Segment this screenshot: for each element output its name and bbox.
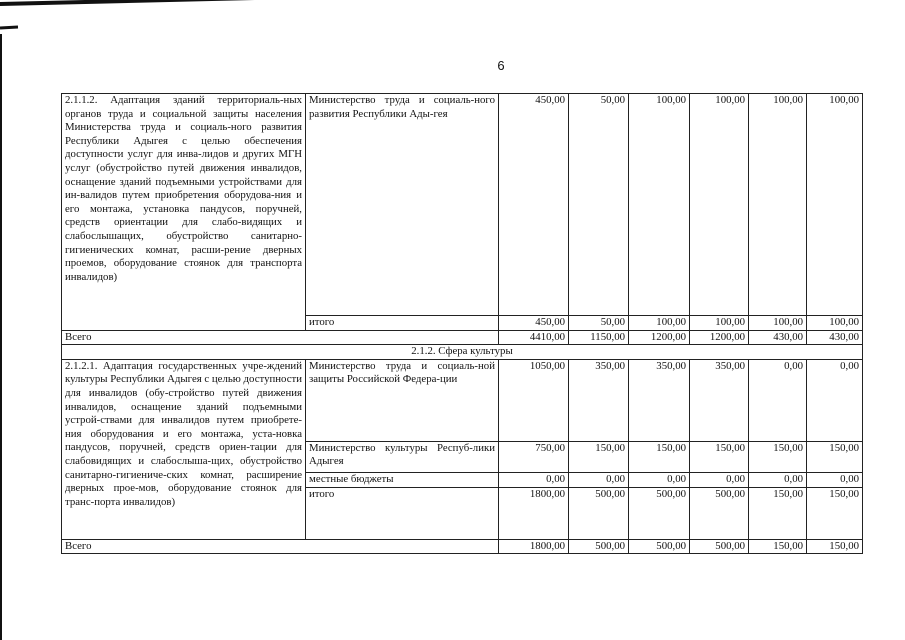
value-cell: 350,00 [569,359,629,441]
value-cell: 430,00 [749,330,807,345]
value-cell: 0,00 [569,472,629,487]
scan-border-corner [0,26,18,30]
executor-cell: Министерство культуры Респуб-лики Адыгея [306,441,499,472]
value-cell: 50,00 [569,316,629,331]
table-row [62,330,863,345]
value-cell: 100,00 [807,316,863,331]
value-cell: 150,00 [807,487,863,539]
table-row [62,539,863,554]
value-cell: 150,00 [569,441,629,472]
table-row [62,359,863,441]
total-label: Всего [62,539,499,554]
value-cell: 100,00 [690,316,749,331]
scan-border-left [0,34,2,640]
value-cell: 500,00 [629,487,690,539]
value-cell: 4410,00 [499,330,569,345]
page-number: 6 [497,58,505,73]
value-cell: 0,00 [499,472,569,487]
value-cell: 500,00 [629,539,690,554]
value-cell: 150,00 [749,441,807,472]
table-row [62,345,863,360]
executor-cell: Министерство труда и социаль-ного развития Республики Ады-гея [306,94,499,316]
value-cell: 1800,00 [499,487,569,539]
value-cell: 100,00 [629,316,690,331]
measure-description: 2.1.2.1. Адаптация государственных учре-ждений культуры Республики Адыгея с целью доступности для инвалидов (обу-стройство путей движения инвалидов, оснащение зданий подъемными устрой-ствами для инвалидов путем приобрете-ния оборудования и его монтажа, уста-новка пандусов, поручней, средств ориен-тации для слабовидящих и слабослыша-щих, обустройство санитарно-гигиениче-ских комнат, расширение дверных прое-мов, оборудование стоянок для транс-порта инвалидов) [62,359,306,539]
value-cell: 500,00 [569,539,629,554]
value-cell: 350,00 [629,359,690,441]
value-cell: 1050,00 [499,359,569,441]
value-cell: 430,00 [807,330,863,345]
value-cell: 0,00 [807,472,863,487]
value-cell: 1200,00 [629,330,690,345]
value-cell: 500,00 [569,487,629,539]
itogo-label: итого [306,316,499,331]
table-row [62,94,863,316]
value-cell: 500,00 [690,487,749,539]
value-cell: 350,00 [690,359,749,441]
value-cell: 150,00 [629,441,690,472]
itogo-label: итого [306,487,499,539]
value-cell: 0,00 [749,359,807,441]
value-cell: 50,00 [569,94,629,316]
value-cell: 0,00 [690,472,749,487]
measure-description: 2.1.1.2. Адаптация зданий территориаль-ных органов труда и социальной защиты населения Министерства труда и социаль-ного развития Республики Адыгея с целью обеспечения доступности услуг для инва-лидов и других МГН услуг (обустройство путей движения инвалидов, оснащение зданий подъемными устройствами для ин-валидов путем приобретения оборудова-ния и его монтажа, установка пандусов, поручней, средств ориентации для слабо-видящих и слабослышащих, обустройство санитарно-гигиенических комнат, расши-рение дверных проемов, оборудование стоянок для транспорта инвалидов) [62,94,306,331]
value-cell: 0,00 [807,359,863,441]
value-cell: 150,00 [690,441,749,472]
value-cell: 150,00 [749,539,807,554]
value-cell: 100,00 [807,94,863,316]
value-cell: 100,00 [690,94,749,316]
value-cell: 1150,00 [569,330,629,345]
value-cell: 450,00 [499,316,569,331]
budget-table [61,93,863,554]
executor-cell: Министерство труда и социаль-ной защиты Российской Федера-ции [306,359,499,441]
value-cell: 0,00 [629,472,690,487]
value-cell: 100,00 [629,94,690,316]
value-cell: 150,00 [807,539,863,554]
value-cell: 150,00 [807,441,863,472]
total-label: Всего [62,330,499,345]
value-cell: 100,00 [749,94,807,316]
value-cell: 1200,00 [690,330,749,345]
executor-cell: местные бюджеты [306,472,499,487]
section-title: 2.1.2. Сфера культуры [62,345,863,360]
value-cell: 1800,00 [499,539,569,554]
value-cell: 150,00 [749,487,807,539]
value-cell: 500,00 [690,539,749,554]
value-cell: 100,00 [749,316,807,331]
value-cell: 0,00 [749,472,807,487]
value-cell: 450,00 [499,94,569,316]
value-cell: 750,00 [499,441,569,472]
